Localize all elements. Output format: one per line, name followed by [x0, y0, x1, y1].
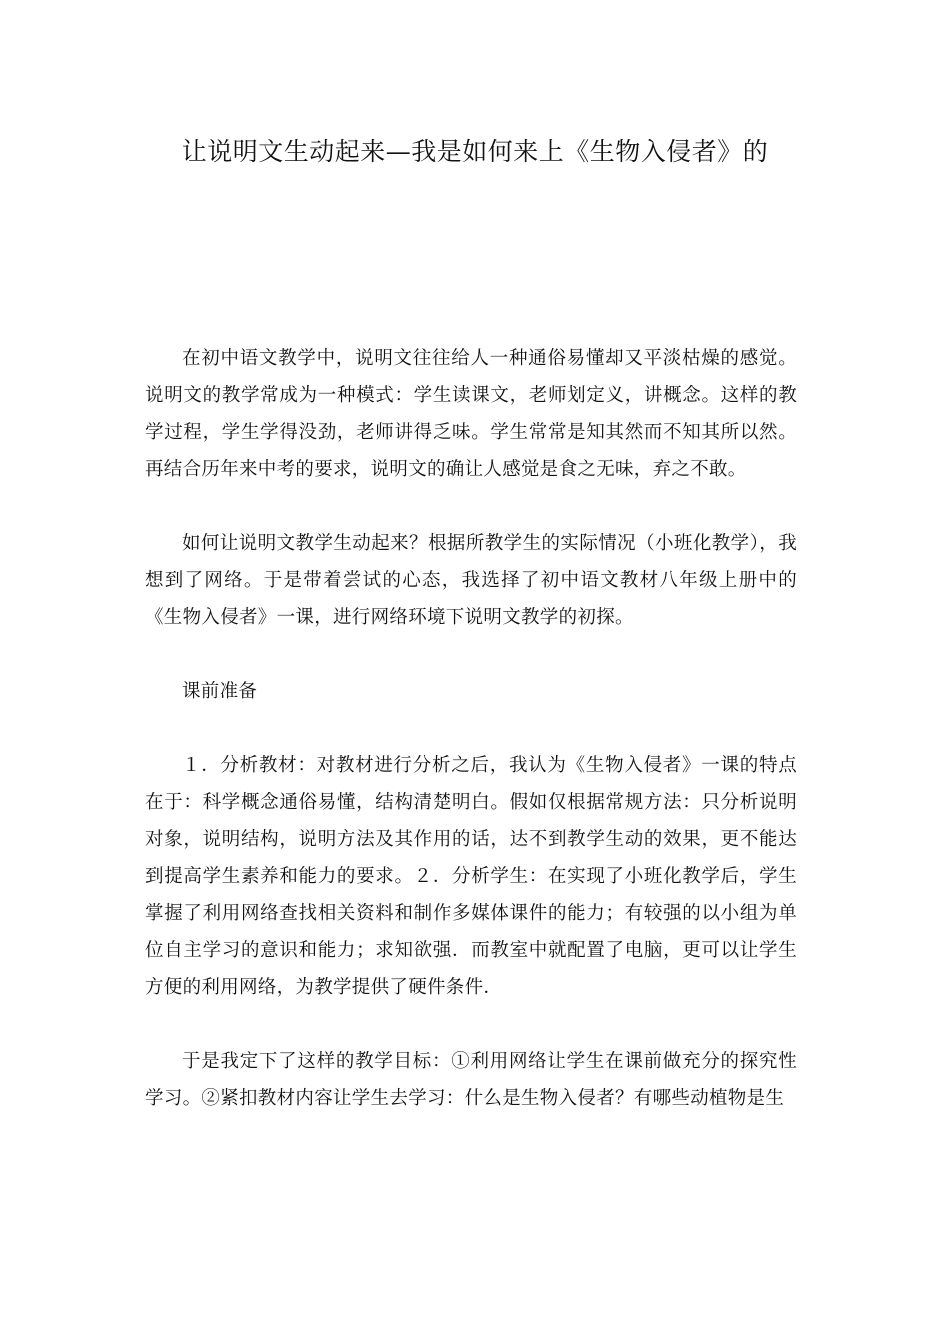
section-heading-preparation: 课前准备: [182, 681, 258, 702]
paragraph-analysis: １．分析教材：对教材进行分析之后，我认为《生物入侵者》一课的特点在于：科学概念通俗易懂，结构清楚明白。假如仅根据常规方法：只分析说明对象，说明结构，说明方法及其作用的话，达不到教学生动的效果，更不能达到提高学生素养和能力的要求。２．分析学生：在实现了小班化教学后，学生掌握了利用网络查找相关资料和制作多媒体课件的能力；有较强的以小组为单位自主学习的意识和能力；求知欲强．而教室中就配置了电脑，更可以让学生方便的利用网络，为教学提供了硬件条件．: [145, 755, 797, 998]
paragraph-goals: 于是我定下了这样的教学目标：①利用网络让学生在课前做充分的探究性学习。②紧扣教材内容让学生去学习：什么是生物入侵者？有哪些动植物是生: [145, 1051, 797, 1109]
paragraph-gap: [145, 636, 797, 673]
paragraph-gap: [145, 1006, 797, 1043]
paragraph-gap: [145, 488, 797, 525]
document-title: 让说明文生动起来—我是如何来上《生物入侵者》的: [181, 137, 769, 166]
paragraph-gap: [145, 710, 797, 747]
document-body: [145, 340, 797, 1117]
paragraph-intro: 在初中语文教学中，说明文往往给人一种通俗易懂却又平淡枯燥的感觉。说明文的教学常成为一种模式：学生读课文，老师划定义，讲概念。这样的教学过程，学生学得没劲，老师讲得乏味。学生常常是知其然而不知其所以然。再结合历年来中考的要求，说明文的确让人感觉是食之无味，弃之不敢。: [145, 348, 797, 480]
paragraph-question: 如何让说明文教学生动起来？根据所教学生的实际情况（小班化教学），我想到了网络。于是带着尝试的心态，我选择了初中语文教材八年级上册中的《生物入侵者》一课，进行网络环境下说明文教学的初探。: [145, 533, 797, 628]
